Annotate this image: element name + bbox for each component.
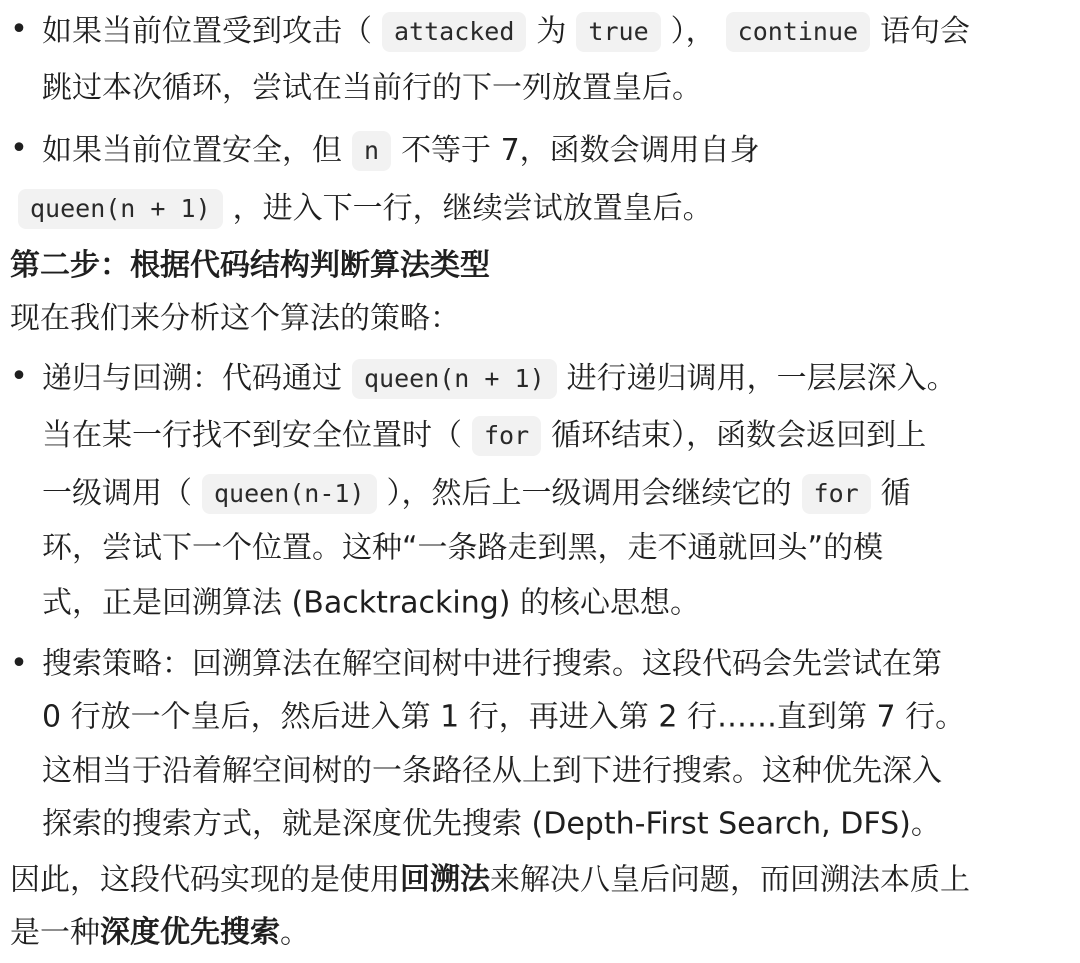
text: 环，尝试下一个位置。这种“一条路走到黑，走不通就回头”的模: [42, 530, 884, 566]
paragraph-line: [42, 416, 926, 456]
text: ），然后上一级调用会继续它的: [386, 476, 792, 511]
conclusion-line: [10, 862, 970, 902]
paragraph-line: [42, 530, 883, 570]
paragraph-line: [42, 753, 942, 793]
text: 搜索策略：回溯算法在解空间树中进行搜索。这段代码会先尝试在第: [42, 646, 942, 682]
text: 。: [280, 915, 310, 951]
inline-code: queen(n + 1): [352, 359, 557, 399]
inline-code: continue: [726, 12, 870, 52]
paragraph-line: [42, 585, 700, 625]
text: 如果当前位置受到攻击（: [42, 14, 372, 49]
paragraph-line: [42, 699, 965, 739]
text: 不等于 7，函数会调用自身: [401, 133, 760, 168]
text: 来解决八皇后问题，而回溯法本质上: [490, 862, 970, 898]
text: 为: [536, 14, 567, 49]
text: ，进入下一行，继续尝试放置皇后。: [232, 191, 713, 226]
inline-code: queen(n + 1): [18, 189, 223, 229]
text: 如果当前位置安全，但: [42, 133, 342, 168]
text: 一级调用（: [42, 476, 192, 511]
conclusion-line: [10, 915, 310, 955]
paragraph-line: [18, 189, 713, 229]
bullet: •: [10, 12, 28, 47]
text: 跳过本次循环，尝试在当前行的下一列放置皇后。: [42, 70, 702, 106]
inline-code: true: [576, 12, 660, 52]
paragraph-line: [42, 359, 957, 399]
inline-code: for: [472, 416, 541, 456]
bold-text: 回溯法: [400, 862, 490, 897]
text: 递归与回溯：代码通过: [42, 361, 342, 396]
text: 探索的搜索方式，就是深度优先搜索 (Depth-First Search, DFS)。: [42, 806, 941, 842]
inline-code: for: [802, 474, 871, 514]
bullet: •: [10, 359, 28, 394]
intro-text: 现在我们来分析这个算法的策略：: [10, 301, 460, 336]
paragraph-line: [42, 70, 702, 110]
text: 式，正是回溯算法 (Backtracking) 的核心思想。: [42, 585, 701, 621]
inline-code: n: [352, 131, 391, 171]
paragraph-line: [42, 474, 911, 514]
bullet: •: [10, 131, 28, 166]
text: 是一种: [10, 915, 100, 951]
paragraph-line: [42, 131, 760, 171]
section-heading: 第二步：根据代码结构判断算法类型: [10, 248, 490, 283]
text: 循: [880, 476, 911, 511]
text: 语句会: [880, 14, 971, 49]
text: 进行递归调用，一层层深入。: [566, 361, 957, 396]
paragraph-line: [42, 806, 941, 846]
text: 当在某一行找不到安全位置时（: [42, 418, 462, 453]
text: ），: [670, 14, 716, 49]
text: 0 行放一个皇后，然后进入第 1 行，再进入第 2 行……直到第 7 行。: [42, 699, 966, 735]
text: 这相当于沿着解空间树的一条路径从上到下进行搜索。这种优先深入: [42, 753, 942, 789]
text: 循环结束），函数会返回到上: [551, 418, 927, 453]
bold-text: 深度优先搜索: [100, 915, 280, 950]
paragraph-line: [42, 12, 970, 52]
inline-code: attacked: [382, 12, 526, 52]
paragraph-line: [42, 646, 942, 686]
text: 因此，这段代码实现的是使用: [10, 862, 400, 898]
bullet: •: [10, 646, 28, 681]
inline-code: queen(n-1): [202, 474, 377, 514]
